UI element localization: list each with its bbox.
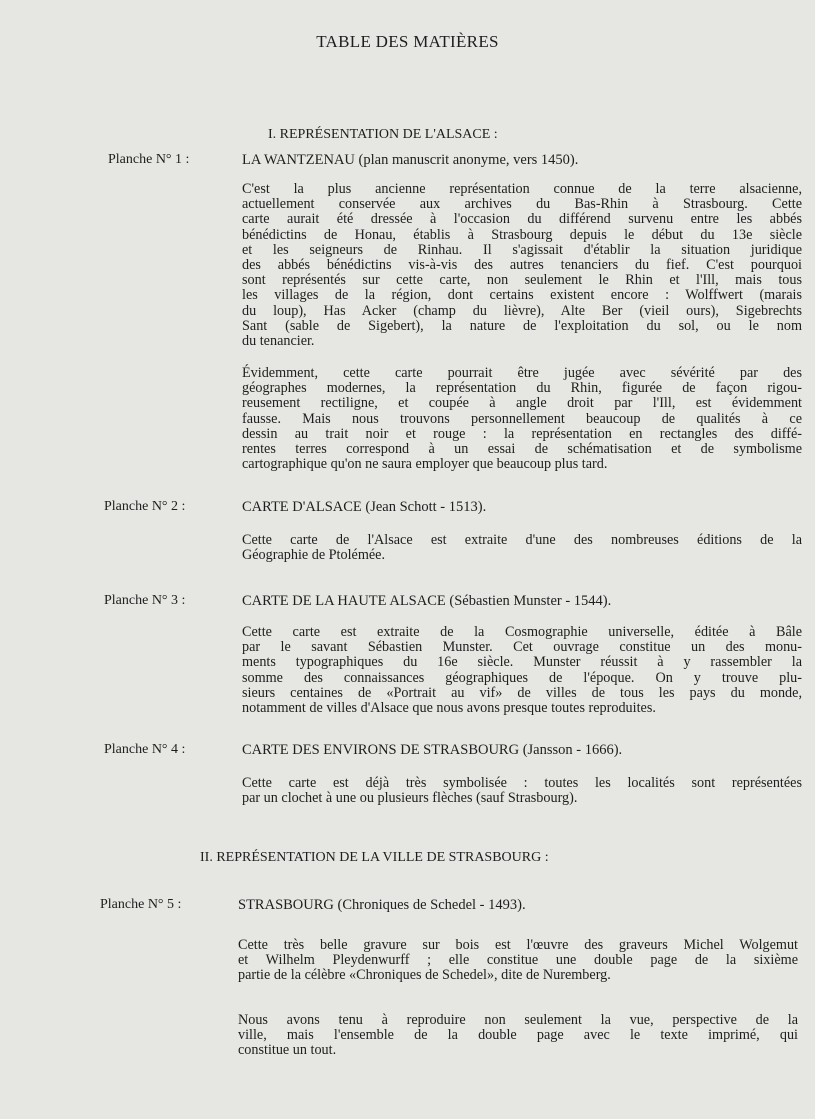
text-line: Sant (sable de Sigebert), la nature de l'exploitation du sol, ou le nom	[242, 317, 802, 334]
planche-heading: STRASBOURG (Chroniques de Schedel - 1493).	[238, 897, 526, 913]
text-line: dessin au trait noir et rouge : la représentation en rectangles des diffé-	[242, 425, 802, 442]
text-line: constitue un tout.	[238, 1042, 337, 1059]
text-line: sieurs centaines de «Portrait au vif» de villes de tous les pays du monde,	[242, 684, 802, 701]
planche-label: Planche N° 1 :	[108, 152, 190, 167]
planche-label: Planche N° 4 :	[104, 742, 186, 757]
text-line: reusement rectiligne, et coupée à angle droit par l'Ill, est évidemment	[242, 395, 802, 412]
text-line: les villages de la région, dont certains existent encore : Wolffwert (marais	[242, 287, 802, 304]
text-line: C'est la plus ancienne représentation connue de la terre alsacienne,	[242, 181, 802, 197]
text-line: fausse. Mais nous trouvons personnellement beaucoup de qualités à ce	[242, 410, 802, 427]
text-line: des abbés bénédictins vis-à-vis des autres tenanciers du fief. C'est pourquoi	[242, 257, 802, 274]
text-line: sont représentés sur cette carte, non seulement le Rhin et l'Ill, mais tous	[242, 272, 802, 289]
planche-heading: CARTE D'ALSACE (Jean Schott - 1513).	[242, 499, 487, 515]
planche-label: Planche N° 5 :	[100, 897, 182, 912]
section-heading-1: I. REPRÉSENTATION DE L'ALSACE :	[268, 127, 498, 142]
text-line: somme des connaissances géographiques de l'époque. On y trouve plu-	[242, 669, 802, 686]
text-line: bénédictins de Honau, établis à Strasbourg depuis le début du 13e siècle	[242, 226, 802, 243]
text-line: notamment de villes d'Alsace que nous avons presque toutes reproduites.	[242, 700, 656, 717]
text-line: Cette carte est extraite de la Cosmographie universelle, éditée à Bâle	[242, 624, 802, 640]
text-line: rentes terres correspond à un essai de schématisation et de symbolisme	[242, 441, 802, 458]
paragraph	[238, 1013, 798, 1059]
text-line: Nous avons tenu à reproduire non seulement la vue, perspective de la	[238, 1012, 798, 1028]
text-line: ville, mais l'ensemble de la double page avec le texte imprimé, qui	[238, 1027, 798, 1044]
text-line: carte aurait été dressée à l'occasion du différend survenu entre les abbés	[242, 211, 802, 228]
paragraph	[242, 366, 802, 472]
paragraph	[242, 533, 802, 563]
paragraph	[242, 625, 802, 716]
text-line: ments typographiques du 16e siècle. Munster réussit à y rassembler la	[242, 654, 802, 671]
text-line: géographes modernes, la représentation du Rhin, figurée de façon rigou-	[242, 380, 802, 397]
text-line: partie de la célèbre «Chroniques de Schedel», dite de Nuremberg.	[238, 967, 611, 984]
planche-heading: LA WANTZENAU (plan manuscrit anonyme, vers 1450).	[242, 152, 579, 168]
section-heading-2: II. REPRÉSENTATION DE LA VILLE DE STRASBOURG :	[200, 850, 549, 865]
planche-heading: CARTE DE LA HAUTE ALSACE (Sébastien Munster - 1544).	[242, 593, 612, 609]
planche-label: Planche N° 3 :	[104, 593, 186, 608]
paragraph	[242, 182, 802, 349]
text-line: Géographie de Ptolémée.	[242, 547, 386, 564]
text-line: par un clochet à une ou plusieurs flèches (sauf Strasbourg).	[242, 790, 578, 807]
text-line: Évidemment, cette carte pourrait être jugée avec sévérité par des	[242, 365, 802, 381]
text-line: du loup), Has Acker (champ du lièvre), Alte Ber (vieil ours), Sigebrechts	[242, 302, 802, 319]
text-line: et Wilhelm Pleydenwurff ; elle constitue une double page de la sixième	[238, 952, 798, 969]
planche-label: Planche N° 2 :	[104, 499, 186, 514]
text-line: du tenancier.	[242, 333, 315, 350]
text-line: Cette très belle gravure sur bois est l'œuvre des graveurs Michel Wolgemut	[238, 937, 798, 953]
text-line: cartographique qu'on ne saura employer que beaucoup plus tard.	[242, 456, 608, 473]
text-line: Cette carte de l'Alsace est extraite d'une des nombreuses éditions de la	[242, 532, 802, 548]
text-line: actuellement conservée aux archives du Bas-Rhin à Strasbourg. Cette	[242, 196, 802, 213]
text-line: et les seigneurs de Rinhau. Il s'agissait d'établir la situation juridique	[242, 241, 802, 258]
paragraph	[238, 938, 798, 984]
text-line: Cette carte est déjà très symbolisée : toutes les localités sont représentées	[242, 775, 802, 791]
page-title: TABLE DES MATIÈRES	[316, 32, 499, 51]
text-line: par le savant Sébastien Munster. Cet ouvrage constitue un des monu-	[242, 639, 802, 656]
planche-heading: CARTE DES ENVIRONS DE STRASBOURG (Jansson - 1666).	[242, 742, 623, 758]
paragraph	[242, 776, 802, 806]
